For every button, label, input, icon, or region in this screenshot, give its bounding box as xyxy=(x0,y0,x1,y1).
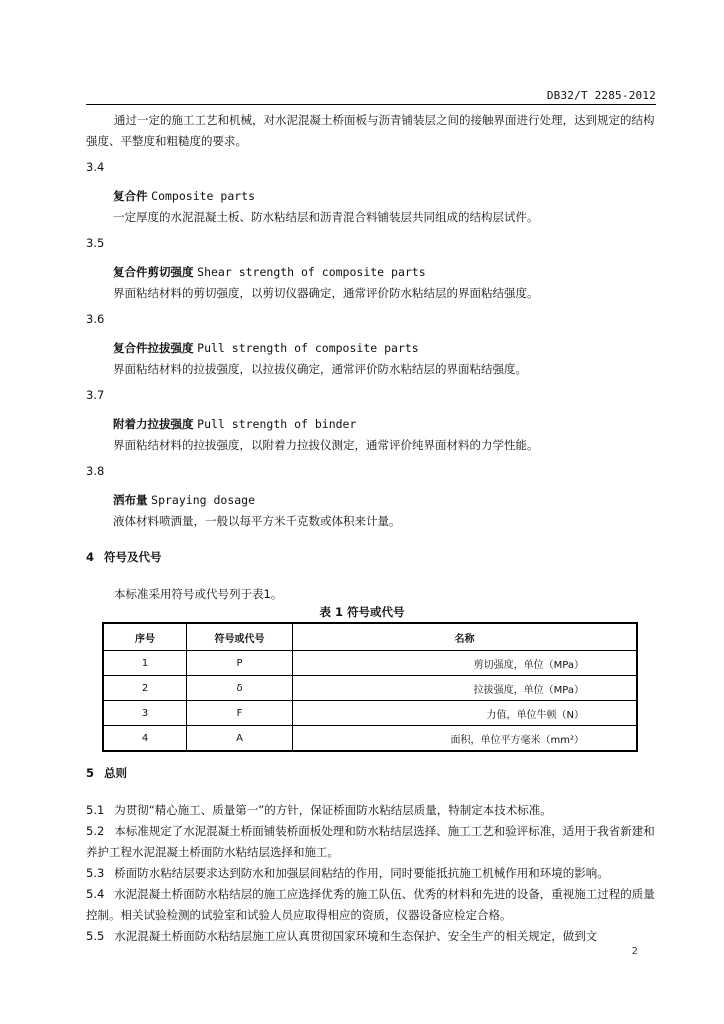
rule-item xyxy=(86,926,656,947)
page-number: 2 xyxy=(631,946,638,957)
table-cell: P xyxy=(187,651,293,676)
rule-item xyxy=(86,863,656,884)
term-definition: 液体材料喷洒量，一般以每平方米千克数或体积来计量。 xyxy=(113,514,401,528)
term-3-4 xyxy=(113,186,656,228)
term-cn: 附着力拉拔强度 xyxy=(113,417,194,431)
term-number: 3.5 xyxy=(86,236,105,250)
term-definition: 界面粘结材料的拉拔强度，以附着力拉拔仪测定，通常评价纯界面材料的力学性能。 xyxy=(113,438,539,452)
rule-item xyxy=(86,800,656,821)
term-en: Spraying dosage xyxy=(151,493,256,507)
table-cell: 力值，单位牛顿（N） xyxy=(293,701,638,726)
header-doc-code: DB32/T 2285-2012 xyxy=(546,89,656,102)
table-caption: 表 1 符号或代号 xyxy=(319,605,405,619)
term-cn: 复合件拉拔强度 xyxy=(113,341,194,355)
rule-number: 5.3 xyxy=(86,866,105,880)
rule-number: 5.5 xyxy=(86,929,105,943)
section-5-heading xyxy=(86,765,137,781)
term-3-5 xyxy=(113,262,656,304)
table-header-row xyxy=(103,623,637,651)
table-cell: 2 xyxy=(103,676,187,701)
symbols-table xyxy=(102,622,638,752)
term-number: 3.8 xyxy=(86,464,105,478)
rule-item xyxy=(86,884,656,926)
term-cn: 洒布量 xyxy=(113,493,148,507)
intro-paragraph: 通过一定的施工工艺和机械，对水泥混凝土桥面板与沥青铺装层之间的接触界面进行处理，达到规定的结构强度、平整度和粗糙度的要求。 xyxy=(86,113,655,148)
table-header-cell: 序号 xyxy=(103,623,187,651)
term-en: Shear strength of composite parts xyxy=(197,265,426,279)
rule-number: 5.2 xyxy=(86,824,105,838)
table-header-cell: 名称 xyxy=(293,623,638,651)
term-number: 3.4 xyxy=(86,160,105,174)
term-3-7 xyxy=(113,414,656,456)
table-row xyxy=(103,676,637,701)
table-cell: 3 xyxy=(103,701,187,726)
table-row xyxy=(103,651,637,676)
table-cell: δ xyxy=(187,676,293,701)
term-cn: 复合件 xyxy=(113,189,148,203)
section-4-intro: 本标准采用符号或代号列于表1。 xyxy=(114,587,283,601)
table-cell: 面积，单位平方毫米（mm²） xyxy=(293,726,638,752)
section-number: 5 xyxy=(86,766,95,780)
rule-text: 桥面防水粘结层要求达到防水和加强层间粘结的作用，同时要能抵抗施工机械作用和环境的影响。 xyxy=(114,866,609,880)
term-definition: 一定厚度的水泥混凝土板、防水粘结层和沥青混合料铺装层共同组成的结构层试件。 xyxy=(113,210,539,224)
rule-text: 本标准规定了水泥混凝土桥面铺装桥面板处理和防水粘结层选择、施工工艺和验评标准，适用于我省新建和养护工程水泥混凝土桥面防水粘结层选择和施工。 xyxy=(86,824,655,859)
rule-text: 水泥混凝土桥面防水粘结层的施工应选择优秀的施工队伍、优秀的材料和先进的设备，重视施工过程的质量控制。相关试验检测的试验室和试验人员应取得相应的资质，仪器设备应检定合格。 xyxy=(86,887,655,922)
rule-text: 为贯彻“精心施工、质量第一”的方针，保证桥面防水粘结层质量，特制定本技术标准。 xyxy=(114,803,552,817)
header-rule xyxy=(86,104,656,105)
term-en: Pull strength of composite parts xyxy=(197,341,419,355)
table-header-cell: 符号或代号 xyxy=(187,623,293,651)
section-4-heading xyxy=(86,549,172,565)
term-3-8 xyxy=(113,490,656,532)
term-en: Pull strength of binder xyxy=(197,417,357,431)
table-cell: 1 xyxy=(103,651,187,676)
rule-item xyxy=(86,821,656,863)
table-cell: 剪切强度，单位（MPa） xyxy=(293,651,638,676)
table-row xyxy=(103,726,637,752)
rule-number: 5.4 xyxy=(86,887,105,901)
term-en: Composite parts xyxy=(151,189,256,203)
term-3-6 xyxy=(113,338,656,380)
section-title: 总则 xyxy=(104,766,128,780)
table-row xyxy=(103,701,637,726)
term-number: 3.6 xyxy=(86,312,105,326)
section-title: 符号及代号 xyxy=(104,550,162,564)
table-cell: 拉拔强度，单位（MPa） xyxy=(293,676,638,701)
term-cn: 复合件剪切强度 xyxy=(113,265,194,279)
rule-text: 水泥混凝土桥面防水粘结层施工应认真贯彻国家环境和生态保护、安全生产的相关规定，做到文 xyxy=(114,929,598,943)
table-cell: 4 xyxy=(103,726,187,752)
table-cell: A xyxy=(187,726,293,752)
section-number: 4 xyxy=(86,550,95,564)
table-cell: F xyxy=(187,701,293,726)
term-definition: 界面粘结材料的拉拔强度，以拉拔仪确定，通常评价防水粘结层的界面粘结强度。 xyxy=(113,362,527,376)
rule-number: 5.1 xyxy=(86,803,105,817)
term-definition: 界面粘结材料的剪切强度，以剪切仪器确定，通常评价防水粘结层的界面粘结强度。 xyxy=(113,286,539,300)
section-5-items xyxy=(86,800,656,947)
term-number: 3.7 xyxy=(86,388,105,402)
